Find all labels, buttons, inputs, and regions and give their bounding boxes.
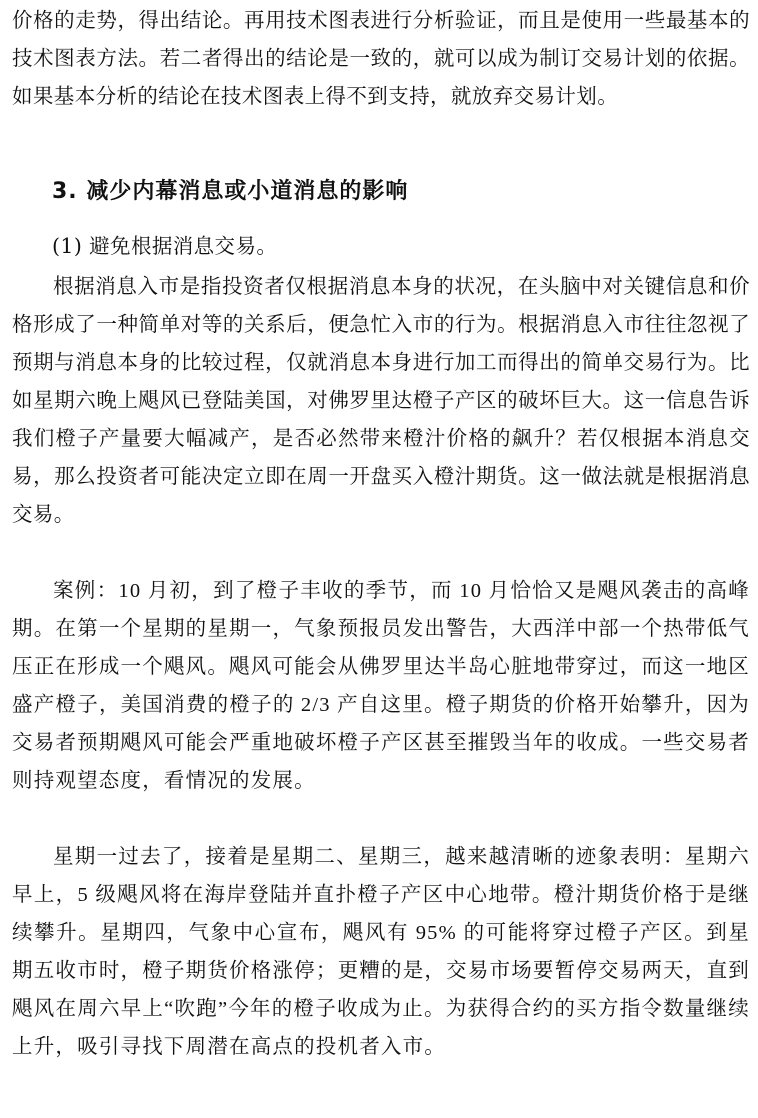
- paragraph-intro: 价格的走势，得出结论。再用技术图表进行分析验证，而且是使用一些最基本的技术图表方法。若二者得出的结论是一致的，就可以成为制订交易计划的依据。如果基本分析的结论在技术图表上得不到支持，就放弃交易计划。: [12, 8, 750, 108]
- paragraph-weekly-events: 星期一过去了，接着是星期二、星期三，越来越清晰的迹象表明：星期六早上，5 级飓风将在海岸登陆并直扑橙子产区中心地带。橙汁期货价格于是继续攀升。星期四，气象中心宣布，飓风有 95% 的可能将穿过橙子产区。到星期五收市时，橙子期货价格涨停；更糟的是，交易市场要暂停交易两天，直到飓风在周六早上“吹跑”今年的橙子收成为止。为获得合约的买方指令数量继续上升，吸引寻找下周潜在高点的投机者入市。: [12, 846, 750, 1058]
- subsection-heading: (1) 避免根据消息交易。: [52, 234, 278, 258]
- paragraph-news: 根据消息入市是指投资者仅根据消息本身的状况，在头脑中对关键信息和价格形成了一种简单对等的关系后，便急忙入市的行为。根据消息入市往往忽视了预期与消息本身的比较过程，仅就消息本身进行加工而得出的简单交易行为。比如星期六晚上飓风已登陆美国，对佛罗里达橙子产区的破坏巨大。这一信息告诉我们橙子产量要大幅减产，是否必然带来橙汁价格的飙升？若仅根据本消息交易，那么投资者可能决定立即在周一开盘买入橙汁期货。这一做法就是根据消息交易。: [12, 274, 750, 526]
- paragraph-case-example: 案例：10 月初，到了橙子丰收的季节，而 10 月恰恰又是飓风袭击的高峰期。在第一个星期的星期一，气象预报员发出警告，大西洋中部一个热带低气压正在形成一个飓风。飓风可能会从佛罗里达半岛心脏地带穿过，而这一地区盛产橙子，美国消费的橙子的 2/3 产自这里。橙子期货的价格开始攀升，因为交易者预期飓风可能会严重地破坏橙子产区甚至摧毁当年的收成。一些交易者则持观望态度，看情况的发展。: [12, 580, 750, 792]
- section-heading: 3. 减少内幕消息或小道消息的影响: [52, 179, 409, 204]
